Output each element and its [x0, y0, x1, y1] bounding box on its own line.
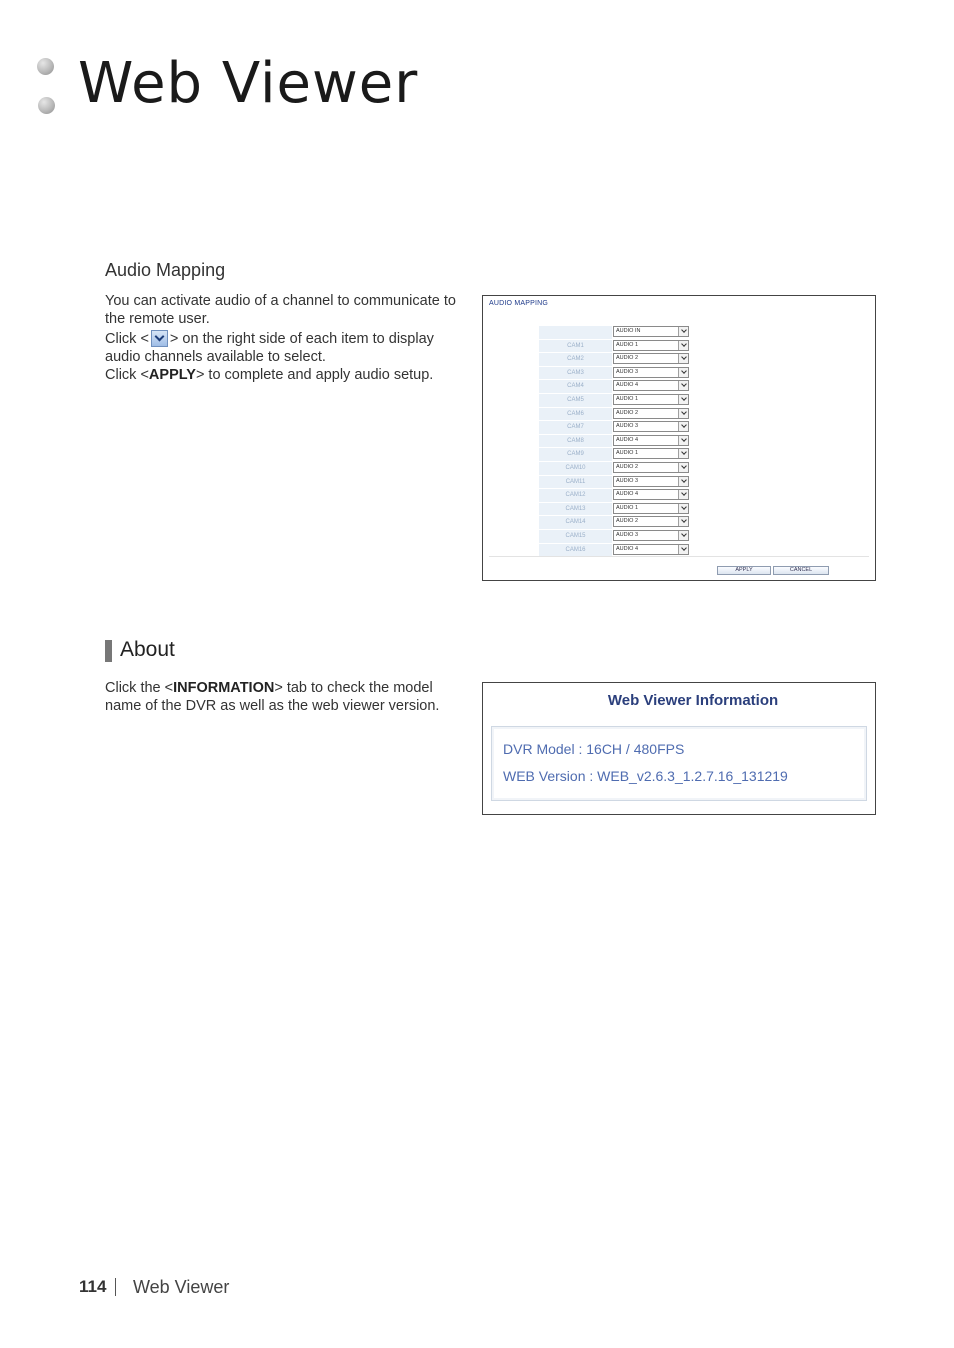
title-bullet-dots	[36, 56, 58, 118]
select-value: AUDIO 1	[616, 450, 639, 457]
camera-label: CAM7	[539, 421, 612, 434]
table-row	[539, 489, 689, 503]
table-row	[539, 448, 689, 462]
camera-label: CAM3	[539, 367, 612, 380]
text-fragment: Click <	[105, 367, 149, 383]
audio-mapping-paragraph-1: You can activate audio of a channel to communicate to the remote user.	[105, 293, 456, 327]
chevron-down-icon[interactable]	[678, 395, 688, 404]
camera-label: CAM1	[539, 340, 612, 353]
information-keyword: INFORMATION	[173, 680, 275, 696]
table-row	[539, 353, 689, 367]
table-row	[539, 435, 689, 449]
select-value: AUDIO 3	[616, 531, 639, 538]
header-label-cell	[539, 326, 612, 339]
select-value: AUDIO 2	[616, 518, 639, 525]
footer-divider	[115, 1278, 116, 1296]
info-box	[491, 726, 867, 801]
select-value: AUDIO 3	[616, 423, 639, 430]
apply-button[interactable]: APPLY	[717, 566, 771, 575]
select-value: AUDIO 4	[616, 491, 639, 498]
text-fragment: > to complete and apply audio setup.	[195, 367, 434, 383]
audio-in-select[interactable]	[613, 326, 689, 337]
select-value: AUDIO 3	[616, 368, 639, 375]
audio-channel-select[interactable]	[613, 489, 689, 500]
text-fragment: > on the right side of each item to display audio channels available to select.	[105, 331, 434, 365]
camera-label: CAM10	[539, 462, 612, 475]
chevron-down-icon[interactable]	[678, 490, 688, 499]
bullet-dot-icon	[37, 58, 54, 75]
audio-channel-select[interactable]	[613, 394, 689, 405]
chevron-down-icon[interactable]	[678, 327, 688, 336]
audio-channel-select[interactable]	[613, 408, 689, 419]
chevron-down-icon[interactable]	[678, 463, 688, 472]
camera-label: CAM2	[539, 353, 612, 366]
table-row	[539, 503, 689, 517]
dropdown-arrow-icon	[151, 330, 168, 347]
chevron-down-icon[interactable]	[678, 545, 688, 554]
camera-label: CAM15	[539, 530, 612, 543]
table-header-row	[539, 326, 689, 340]
select-value: AUDIO 2	[616, 463, 639, 470]
audio-channel-select[interactable]	[613, 462, 689, 473]
select-value: AUDIO 2	[616, 355, 639, 362]
audio-mapping-paragraph-3	[105, 366, 465, 384]
audio-channel-select[interactable]	[613, 544, 689, 555]
web-version-text: WEB Version : WEB_v2.6.3_1.2.7.16_131219	[503, 768, 788, 784]
table-row	[539, 408, 689, 422]
select-value: AUDIO 1	[616, 395, 639, 402]
audio-channel-select[interactable]	[613, 380, 689, 391]
audio-mapping-paragraph-2	[105, 330, 465, 366]
text-fragment: Click <	[105, 331, 149, 347]
chevron-down-icon[interactable]	[678, 517, 688, 526]
web-viewer-information-screenshot	[482, 682, 876, 815]
select-value: AUDIO 1	[616, 341, 639, 348]
cancel-button[interactable]: CANCEL	[773, 566, 829, 575]
audio-channel-select[interactable]	[613, 340, 689, 351]
camera-label: CAM6	[539, 408, 612, 421]
audio-mapping-heading: Audio Mapping	[105, 260, 226, 280]
audio-channel-select[interactable]	[613, 367, 689, 378]
divider	[489, 556, 869, 557]
audio-channel-select[interactable]	[613, 353, 689, 364]
table-row	[539, 530, 689, 544]
audio-mapping-description	[105, 292, 465, 384]
chevron-down-icon[interactable]	[678, 477, 688, 486]
table-row	[539, 462, 689, 476]
chevron-down-icon[interactable]	[678, 422, 688, 431]
audio-channel-select[interactable]	[613, 435, 689, 446]
camera-label: CAM9	[539, 448, 612, 461]
table-row	[539, 380, 689, 394]
camera-label: CAM16	[539, 544, 612, 557]
camera-label: CAM5	[539, 394, 612, 407]
audio-channel-select[interactable]	[613, 516, 689, 527]
table-row	[539, 394, 689, 408]
select-value: AUDIO IN	[616, 328, 641, 334]
footer-section-label: Web Viewer	[133, 1277, 230, 1297]
bullet-dot-icon	[38, 97, 55, 114]
chevron-down-icon[interactable]	[678, 504, 688, 513]
audio-channel-select[interactable]	[613, 448, 689, 459]
chevron-down-icon[interactable]	[678, 531, 688, 540]
table-row	[539, 516, 689, 530]
text-fragment: Click the <	[105, 680, 174, 696]
table-row	[539, 367, 689, 381]
section-marker-bar	[105, 640, 112, 662]
about-paragraph	[105, 679, 465, 715]
apply-keyword: APPLY	[148, 367, 196, 383]
audio-channel-select[interactable]	[613, 421, 689, 432]
chevron-down-icon[interactable]	[678, 409, 688, 418]
select-value: AUDIO 1	[616, 504, 639, 511]
camera-label: CAM4	[539, 380, 612, 393]
dvr-model-text: DVR Model : 16CH / 480FPS	[503, 741, 685, 757]
about-description	[105, 679, 465, 715]
camera-label: CAM11	[539, 476, 612, 489]
camera-label: CAM12	[539, 489, 612, 502]
chevron-down-icon[interactable]	[678, 381, 688, 390]
camera-label: CAM8	[539, 435, 612, 448]
table-row	[539, 421, 689, 435]
audio-channel-select[interactable]	[613, 503, 689, 514]
chevron-down-icon[interactable]	[678, 354, 688, 363]
select-value: AUDIO 4	[616, 545, 639, 552]
chevron-down-icon[interactable]	[678, 341, 688, 350]
about-heading: About	[120, 638, 175, 661]
page-title: Web Viewer	[78, 51, 419, 116]
info-panel-title: Web Viewer Information	[607, 692, 779, 709]
audio-channel-select[interactable]	[613, 476, 689, 487]
camera-label: CAM13	[539, 503, 612, 516]
chevron-down-icon[interactable]	[678, 368, 688, 377]
text-fragment: > tab to check the model name of the DVR as well as the web viewer version.	[105, 680, 440, 714]
audio-channel-select[interactable]	[613, 530, 689, 541]
table-row	[539, 340, 689, 354]
audio-mapping-panel-title: AUDIO MAPPING	[489, 300, 548, 307]
camera-label: CAM14	[539, 516, 612, 529]
chevron-down-icon[interactable]	[678, 436, 688, 445]
select-value: AUDIO 3	[616, 477, 639, 484]
audio-mapping-screenshot	[482, 295, 876, 581]
chevron-down-icon[interactable]	[678, 449, 688, 458]
audio-mapping-table	[539, 326, 689, 557]
select-value: AUDIO 4	[616, 436, 639, 443]
select-value: AUDIO 2	[616, 409, 639, 416]
select-value: AUDIO 4	[616, 382, 639, 389]
page-number: 114	[79, 1277, 107, 1296]
table-row	[539, 476, 689, 490]
